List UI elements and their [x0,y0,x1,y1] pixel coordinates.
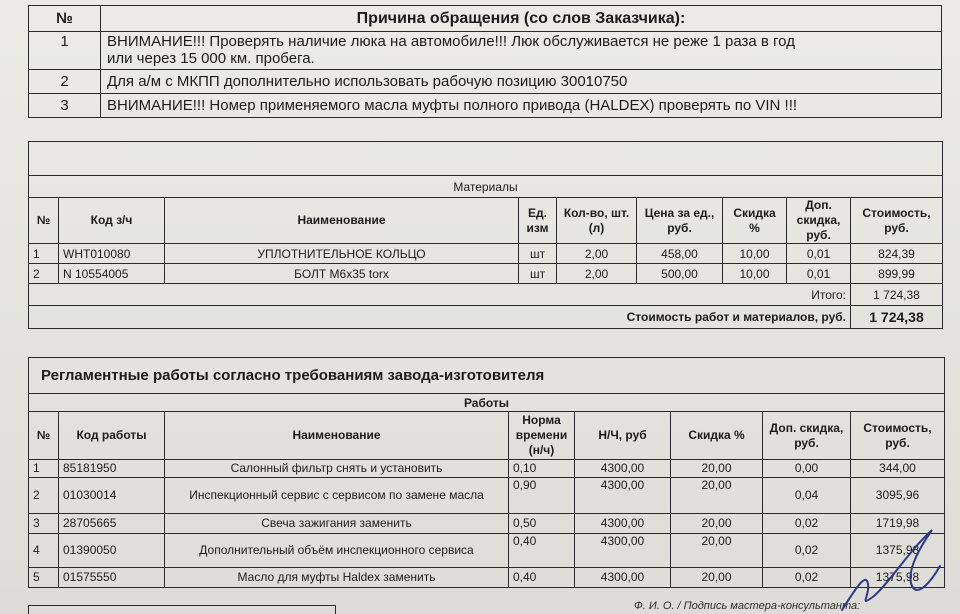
col-header: Доп. скидка, руб. [787,198,851,244]
cell-name: Инспекционный сервис с сервисом по замене масла [165,478,509,514]
materials-section-title: Материалы [29,176,943,198]
cell-extra-discount: 0,02 [763,514,851,534]
cell-discount: 10,00 [723,244,787,264]
cell-code: N 10554005 [59,264,165,284]
col-header: № [29,198,59,244]
cell-cost: 3095,96 [851,478,945,514]
table-row [29,460,945,478]
cell-cost: 1375,98 [851,534,945,568]
cell-name: Масло для муфты Haldex заменить [165,568,509,588]
cell-rate: 4300,00 [575,460,671,478]
cell-extra-discount: 0,02 [763,568,851,588]
col-header: Цена за ед., руб. [637,198,723,244]
reason-num: 1 [29,32,101,70]
cell-unit: шт [519,244,557,264]
cell-discount: 20,00 [671,460,763,478]
table-row [29,264,943,284]
handwritten-signature [828,522,958,614]
col-header: Ед. изм [519,198,557,244]
works-title-row [29,358,945,394]
cell-num: 1 [29,244,59,264]
cell-num: 1 [29,460,59,478]
cell-num: 5 [29,568,59,588]
cell-code: 01575550 [59,568,165,588]
table-row [29,534,945,568]
col-header: Стоимость, руб. [851,198,943,244]
col-header: Наименование [165,412,509,460]
grand-total-label: Стоимость работ и материалов, руб. [29,306,851,329]
cell-num: 3 [29,514,59,534]
reason-row [29,70,942,94]
cell-discount: 20,00 [671,478,763,514]
cell-norm: 0,40 [509,534,575,568]
cell-extra-discount: 0,01 [787,264,851,284]
cell-norm: 0,10 [509,460,575,478]
col-header: Стоимость, руб. [851,412,945,460]
grand-total-value: 1 724,38 [851,306,943,329]
cell-name: БОЛТ М6х35 torx [165,264,519,284]
col-header: Н/Ч, руб [575,412,671,460]
reason-text-line: ВНИМАНИЕ!!! Проверять наличие люка на автомобиле!!! Люк обслуживается не реже 1 раза в год [107,33,795,50]
reason-text [101,32,942,70]
cell-code: 01030014 [59,478,165,514]
total-value: 1 724,38 [851,284,943,306]
col-header: Скидка % [723,198,787,244]
signature-label: Ф. И. О. / Подпись мастера-консультанта: [634,600,861,612]
col-header: Доп. скидка, руб. [763,412,851,460]
col-header: Скидка % [671,412,763,460]
works-table [28,357,945,588]
cell-price: 500,00 [637,264,723,284]
cell-name: Салонный фильтр снять и установить [165,460,509,478]
reason-row [29,32,942,70]
cell-unit: шт [519,264,557,284]
col-header: Код з/ч [59,198,165,244]
cell-num: 2 [29,264,59,284]
cell-code: 01390050 [59,534,165,568]
cell-norm: 0,90 [509,478,575,514]
materials-section-row [29,176,943,198]
materials-blank-header [29,142,943,176]
cell-rate: 4300,00 [575,478,671,514]
cell-name: УПЛОТНИТЕЛЬНОЕ КОЛЬЦО [165,244,519,264]
cell-rate: 4300,00 [575,514,671,534]
reason-text: ВНИМАНИЕ!!! Номер применяемого масла муфты полного привода (HALDEX) проверять по VIN !!! [101,94,942,118]
cell-cost: 1375,98 [851,568,945,588]
cell-norm: 0,40 [509,568,575,588]
works-columns-row [29,412,945,460]
cell-discount: 20,00 [671,514,763,534]
reasons-header-row [29,6,942,32]
cell-extra-discount: 0,04 [763,478,851,514]
cell-price: 458,00 [637,244,723,264]
cell-discount: 10,00 [723,264,787,284]
cell-cost: 344,00 [851,460,945,478]
cell-name: Свеча зажигания заменить [165,514,509,534]
cell-qty: 2,00 [557,244,637,264]
reasons-table [28,5,942,118]
reason-text: Для а/м с МКПП дополнительно использовать рабочую позицию 30010750 [101,70,942,94]
col-header: Норма времени (н/ч) [509,412,575,460]
cell-extra-discount: 0,01 [787,244,851,264]
cell-num: 4 [29,534,59,568]
reason-num: 2 [29,70,101,94]
reason-num: 3 [29,94,101,118]
reasons-num-header: № [29,6,101,32]
cell-cost: 1719,98 [851,514,945,534]
works-title: Регламентные работы согласно требованиям завода-изготовителя [29,358,945,394]
cell-cost: 824,39 [851,244,943,264]
reasons-title: Причина обращения (со слов Заказчика): [101,6,942,32]
cell-num: 2 [29,478,59,514]
materials-grand-row [29,306,943,329]
cell-norm: 0,50 [509,514,575,534]
table-row [29,478,945,514]
col-header: Наименование [165,198,519,244]
col-header: Кол-во, шт. (л) [557,198,637,244]
cell-code: 28705665 [59,514,165,534]
works-section-row [29,394,945,412]
materials-total-row [29,284,943,306]
materials-columns-row [29,198,943,244]
works-section-title: Работы [29,394,945,412]
cell-extra-discount: 0,00 [763,460,851,478]
cell-discount: 20,00 [671,534,763,568]
cell-code: 85181950 [59,460,165,478]
cell-extra-discount: 0,02 [763,534,851,568]
cell-cost: 899,99 [851,264,943,284]
cell-code: WHT010080 [59,244,165,264]
total-label: Итого: [29,284,851,306]
cell-discount: 20,00 [671,568,763,588]
table-row [29,514,945,534]
cell-name: Дополнительный объём инспекционного сервиса [165,534,509,568]
cell-qty: 2,00 [557,264,637,284]
cell-rate: 4300,00 [575,568,671,588]
cell-rate: 4300,00 [575,534,671,568]
table-row [29,568,945,588]
reason-row [29,94,942,118]
materials-table [28,141,943,329]
table-row [29,244,943,264]
footer-box [28,605,336,614]
reason-text-line: или через 15 000 км. пробега. [107,50,315,67]
col-header: № [29,412,59,460]
col-header: Код работы [59,412,165,460]
